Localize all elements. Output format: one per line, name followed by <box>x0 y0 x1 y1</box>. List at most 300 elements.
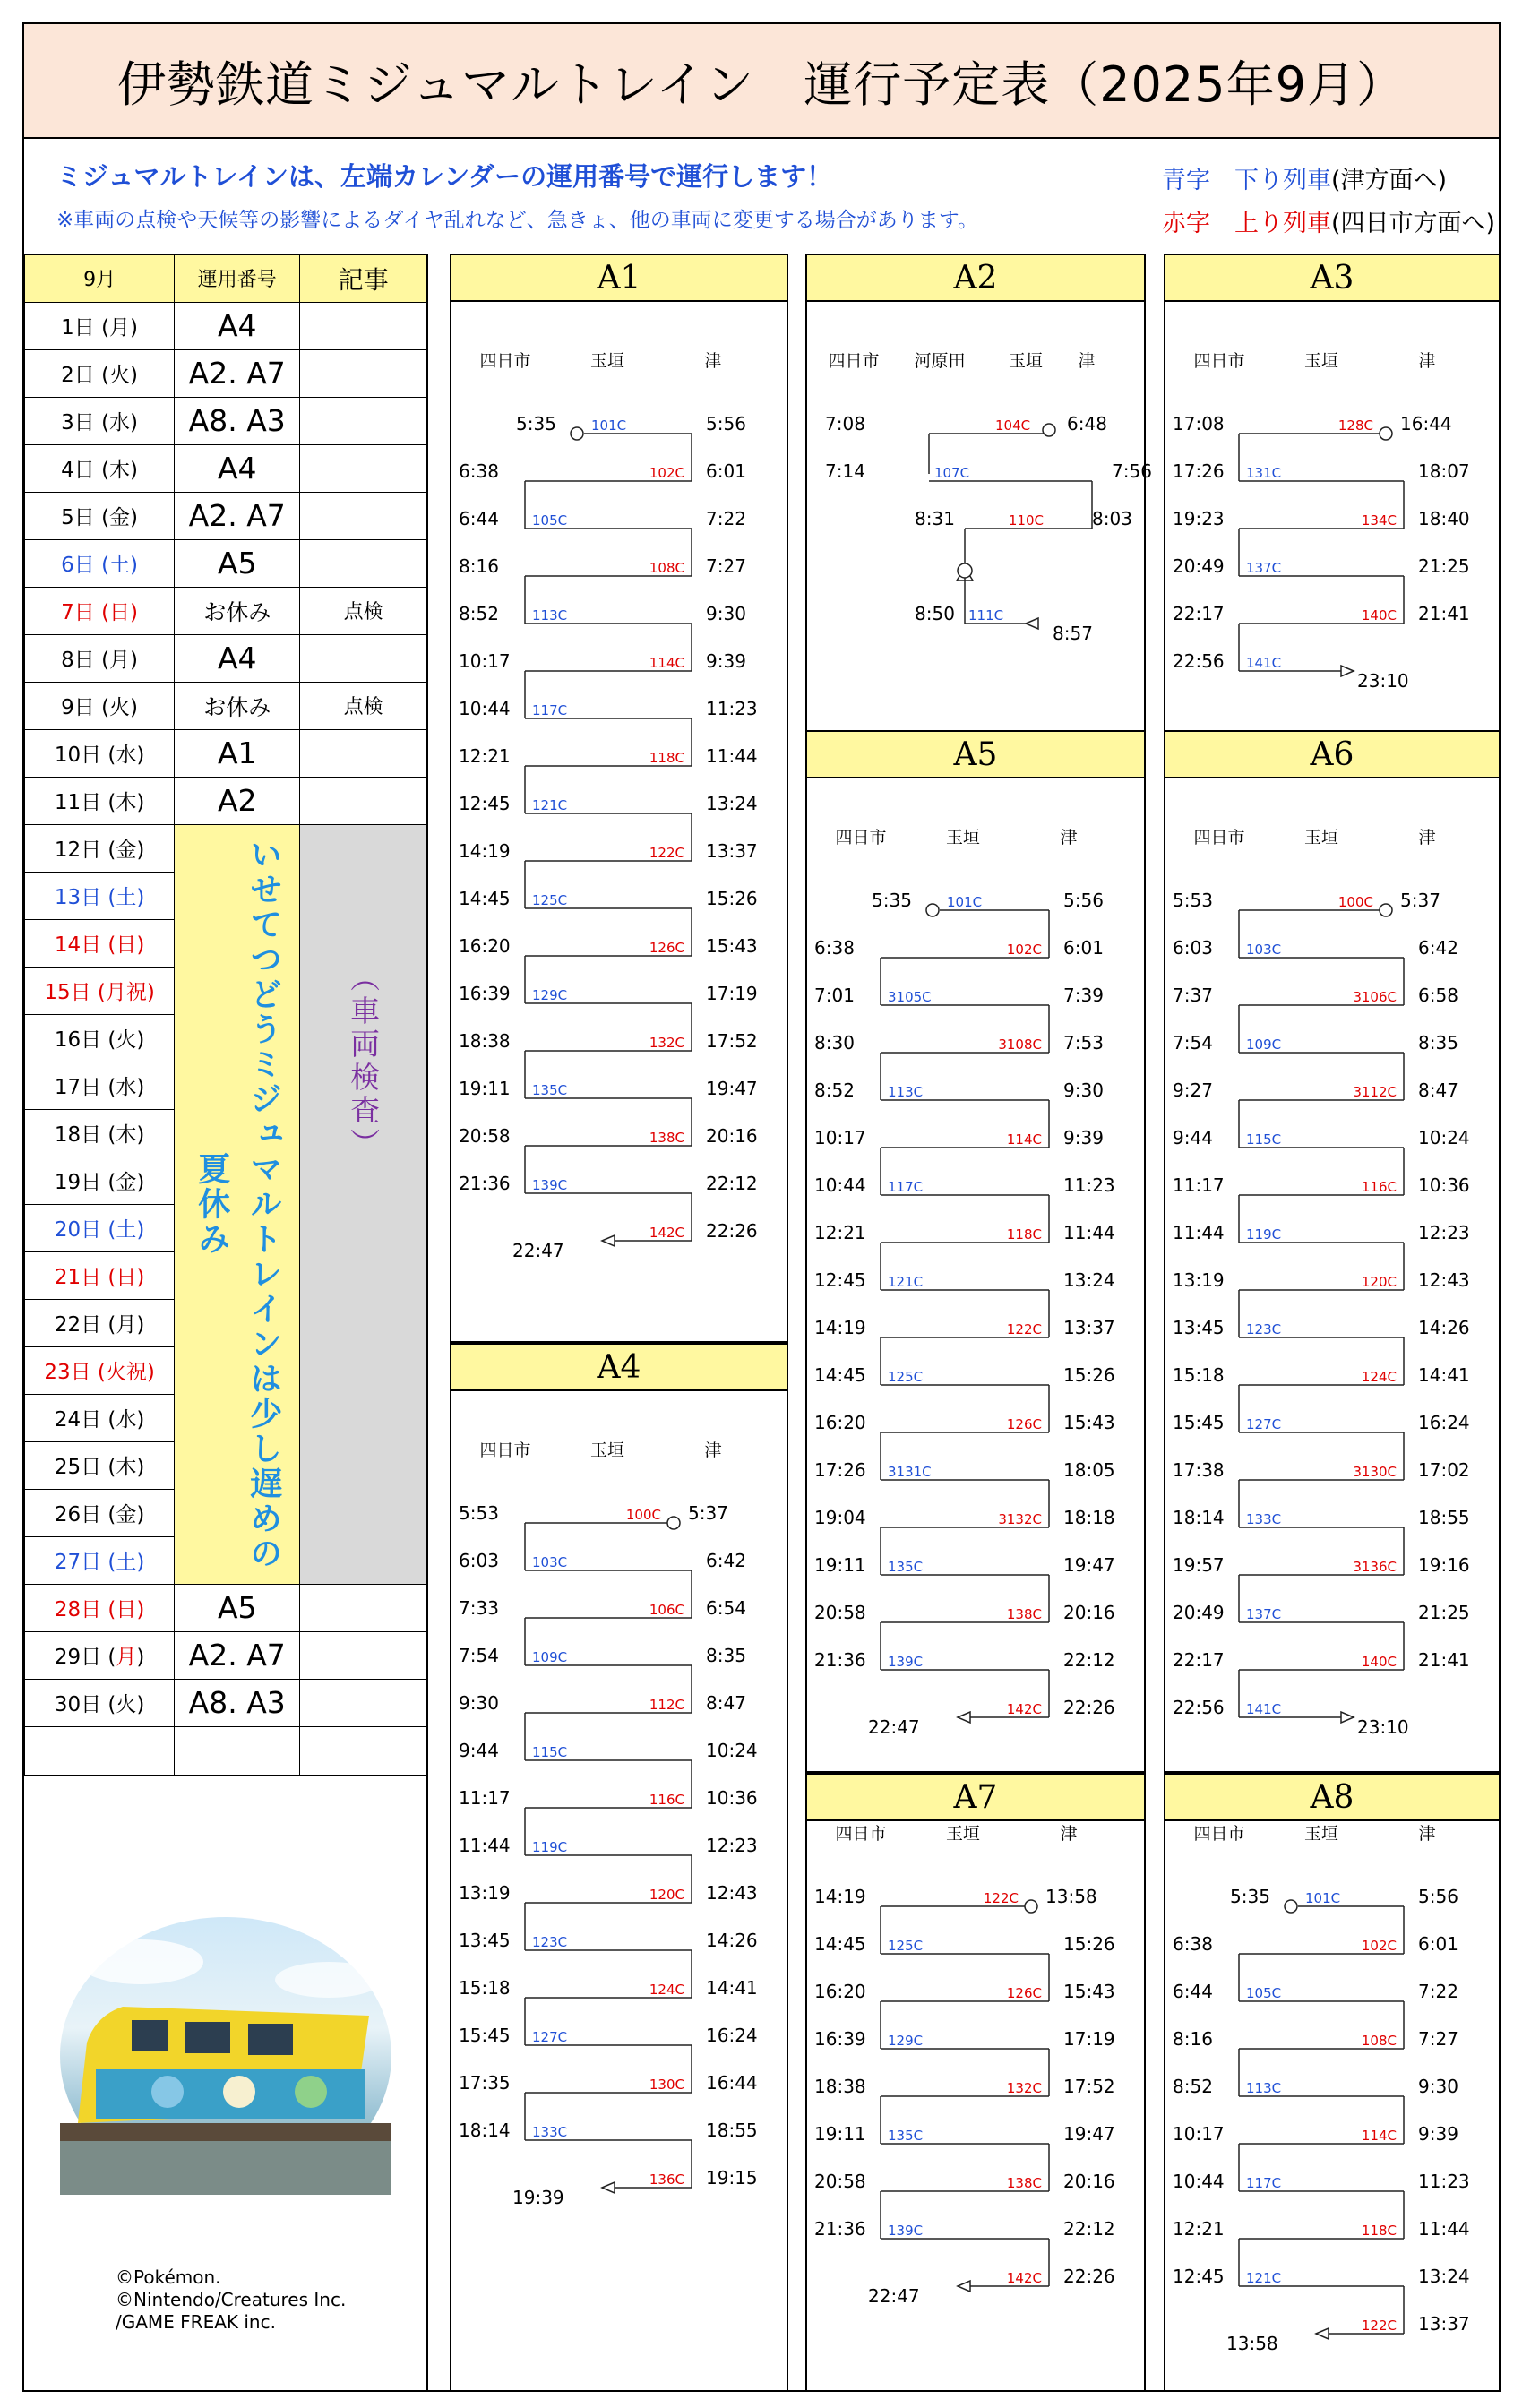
trip-time-right: 15:43 <box>706 935 758 957</box>
calendar-row <box>25 1679 428 1726</box>
calendar-date: 7日 (日) <box>25 587 175 634</box>
trip-time-left: 14:45 <box>814 1933 866 1955</box>
trip-time-left: 21:36 <box>814 2218 866 2240</box>
station-label: 四日市 <box>835 828 887 847</box>
train-number: 114C <box>1361 2128 1397 2144</box>
train-number: 121C <box>888 1274 924 1290</box>
train-number: 139C <box>888 2223 924 2239</box>
diagram-title: A5 <box>807 730 1144 778</box>
diagram-title: A7 <box>807 1773 1144 1821</box>
calendar-note <box>300 777 427 824</box>
trip-time-left: 17:26 <box>814 1459 866 1481</box>
train-number: 105C <box>532 512 568 529</box>
trip-time-right: 10:24 <box>1418 1127 1470 1148</box>
calendar-row <box>25 729 428 777</box>
calendar-row <box>25 1584 428 1631</box>
trip-time-left: 17:38 <box>1173 1459 1225 1481</box>
trip-time-left: 18:38 <box>459 1030 511 1052</box>
trip-time-left: 7:01 <box>814 985 855 1006</box>
trip-time-right: 14:41 <box>706 1977 758 1999</box>
trip-time-right: 13:24 <box>706 793 758 814</box>
calendar-row <box>25 634 428 682</box>
trip-time-right: 22:26 <box>1063 2266 1115 2287</box>
calendar-note: 点検 <box>300 587 427 634</box>
trip-time-right: 9:30 <box>1418 2076 1458 2097</box>
train-number: 3112C <box>1353 1084 1397 1100</box>
train-number: 126C <box>649 940 684 956</box>
train-number: 3108C <box>998 1036 1042 1053</box>
trip-time-left: 9:44 <box>459 1740 499 1761</box>
train-number: 124C <box>649 1982 684 1998</box>
train-number: 100C <box>625 1507 661 1523</box>
calendar-row <box>25 1631 428 1679</box>
trip-time-right: 15:43 <box>1063 1981 1115 2002</box>
calendar-code: A1 <box>175 729 300 777</box>
trip-time-right: 7:27 <box>706 555 746 577</box>
trip-time-left: 15:18 <box>459 1977 511 1999</box>
calendar-date: 27日 (土) <box>25 1536 175 1584</box>
train-number: 126C <box>1006 1985 1042 2001</box>
trip-time-right: 7:53 <box>1063 1032 1104 1054</box>
trip-time-right: 17:19 <box>1063 2028 1115 2050</box>
train-number: 101C <box>947 894 983 910</box>
trip-time-right: 8:47 <box>706 1692 746 1714</box>
trip-time-right: 16:24 <box>1418 1412 1470 1433</box>
calendar-row <box>25 492 428 539</box>
trip-time-left: 19:11 <box>459 1078 511 1099</box>
trip-time-right: 13:24 <box>1063 1269 1115 1291</box>
trip-time-left: 13:45 <box>459 1930 511 1951</box>
trip-time-left: 10:17 <box>1173 2123 1225 2145</box>
trip-time-right: 5:56 <box>706 413 746 434</box>
train-number: 3131C <box>888 1464 932 1480</box>
diagram-panel-a7 <box>805 1773 1146 2392</box>
trip-time-left: 12:45 <box>814 1269 866 1291</box>
trip-time-right: 11:23 <box>1063 1174 1115 1196</box>
calendar-date: 25日 (木) <box>25 1441 175 1489</box>
trip-time-right: 7:22 <box>706 508 746 529</box>
train-number: 127C <box>1246 1416 1282 1432</box>
train-number: 107C <box>934 465 970 481</box>
train-number: 123C <box>532 1934 568 1950</box>
station-label: 津 <box>704 351 722 371</box>
train-number: 139C <box>532 1177 568 1193</box>
trip-time-right: 15:26 <box>706 888 758 909</box>
diagram-panel-a1 <box>450 254 788 1343</box>
train-number: 122C <box>1006 1321 1042 1337</box>
trip-time-left: 22:47 <box>868 2285 920 2307</box>
train-number: 130C <box>649 2077 684 2093</box>
calendar-date: 17日 (水) <box>25 1062 175 1109</box>
station-label: 玉垣 <box>945 1824 981 1844</box>
trip-time-left: 12:45 <box>459 793 511 814</box>
trip-time-right: 5:37 <box>688 1502 728 1524</box>
calendar-date: 24日 (水) <box>25 1394 175 1441</box>
notice-sub: ※車両の点検や天候等の影響によるダイヤ乱れなど、急きょ、他の車両に変更する場合があります。 <box>56 209 978 232</box>
calendar-row <box>25 587 428 634</box>
calendar-date: 14日 (日) <box>25 919 175 967</box>
train-number: 138C <box>1006 2175 1042 2191</box>
train-number: 123C <box>1246 1321 1282 1337</box>
trip-time-right: 23:10 <box>1357 670 1409 692</box>
calendar-header-month: 9月 <box>25 254 175 302</box>
trip-time-right: 14:26 <box>1418 1317 1470 1338</box>
calendar-row <box>25 397 428 444</box>
trip-time-left: 19:23 <box>1173 508 1225 529</box>
trip-time-right: 17:52 <box>1063 2076 1115 2097</box>
diagram-chart <box>451 302 787 1339</box>
calendar-date: 5日 (金) <box>25 492 175 539</box>
trip-time-right: 21:25 <box>1418 1602 1470 1623</box>
calendar-date: 3日 (水) <box>25 397 175 444</box>
station-label: 玉垣 <box>1303 1824 1339 1844</box>
trip-time-left: 13:19 <box>459 1882 511 1904</box>
trip-time-left: 19:57 <box>1173 1554 1225 1576</box>
train-number: 115C <box>532 1744 568 1760</box>
diagram-panel-a3 <box>1164 254 1501 755</box>
trip-time-right: 6:58 <box>1418 985 1458 1006</box>
train-number: 142C <box>1006 2270 1042 2286</box>
diagram-chart <box>807 1821 1144 2388</box>
schedule-frame <box>22 22 1501 2392</box>
train-number: 142C <box>649 1225 684 1241</box>
station-label: 玉垣 <box>1008 351 1044 371</box>
diagram-title: A8 <box>1165 1773 1499 1821</box>
trip-time-right: 6:42 <box>706 1550 746 1571</box>
trip-time-left: 15:18 <box>1173 1364 1225 1386</box>
calendar-note <box>300 729 427 777</box>
trip-time-right: 10:24 <box>706 1740 758 1761</box>
train-number: 138C <box>649 1130 684 1146</box>
calendar-code: お休み <box>175 587 300 634</box>
calendar-date: 19日 (金) <box>25 1157 175 1204</box>
train-number: 125C <box>532 892 568 908</box>
train-number: 100C <box>1337 894 1373 910</box>
train-number: 101C <box>591 417 627 434</box>
train-number: 121C <box>532 797 568 813</box>
calendar-date: 30日 (火) <box>25 1679 175 1726</box>
trip-time-left: 9:30 <box>459 1692 499 1714</box>
train-number: 103C <box>532 1554 568 1570</box>
trip-time-right: 11:44 <box>706 745 758 767</box>
calendar-date: 20日 (土) <box>25 1204 175 1251</box>
train-number: 109C <box>1246 1036 1282 1053</box>
trip-time-left: 22:47 <box>868 1716 920 1738</box>
trip-time-right: 8:35 <box>706 1645 746 1666</box>
train-number: 129C <box>888 2033 924 2049</box>
train-number: 117C <box>888 1179 924 1195</box>
calendar-date: 21日 (日) <box>25 1251 175 1299</box>
calendar-code: A2. A7 <box>175 349 300 397</box>
trip-time-left: 10:44 <box>814 1174 866 1196</box>
diagram-panel-a6 <box>1164 730 1501 1773</box>
trip-time-left: 11:44 <box>459 1835 511 1856</box>
train-number: 122C <box>1361 2318 1397 2334</box>
calendar-date: 10日 (水) <box>25 729 175 777</box>
legend-blue-dest: (津方面へ) <box>1331 167 1448 194</box>
station-label: 四日市 <box>1193 828 1245 847</box>
copyright-line: ©Nintendo/Creatures Inc. <box>116 2289 347 2310</box>
trip-time-right: 18:18 <box>1063 1507 1115 1528</box>
calendar-date: 16日 (火) <box>25 1014 175 1062</box>
station-label: 玉垣 <box>1303 828 1339 847</box>
legend-red-dest: (四日市方面へ) <box>1331 210 1496 237</box>
diagram-title: A2 <box>807 254 1144 302</box>
train-number: 110C <box>1008 512 1044 529</box>
legend-blue-label: 青字 <box>1162 167 1210 194</box>
train-number: 132C <box>649 1035 684 1051</box>
calendar-note <box>300 444 427 492</box>
trip-time-right: 7:39 <box>1063 985 1104 1006</box>
trip-time-left: 10:17 <box>459 650 511 672</box>
trip-time-right: 5:56 <box>1063 890 1104 911</box>
trip-time-left: 16:39 <box>814 2028 866 2050</box>
trip-time-left: 5:53 <box>459 1502 499 1524</box>
train-number: 105C <box>1246 1985 1282 2001</box>
calendar-date: 13日 (土) <box>25 872 175 919</box>
copyright <box>116 2266 346 2334</box>
train-number: 120C <box>649 1887 684 1903</box>
trip-time-right: 16:24 <box>706 2025 758 2046</box>
calendar-date: 26日 (金) <box>25 1489 175 1536</box>
trip-time-right: 13:37 <box>1418 2313 1470 2335</box>
trip-time-right: 9:39 <box>706 650 746 672</box>
station-label: 津 <box>1418 1824 1436 1844</box>
trip-time-left: 16:20 <box>814 1981 866 2002</box>
inspection-cell <box>300 824 427 1299</box>
calendar-date: 22日 (月) <box>25 1299 175 1346</box>
trip-time-left: 11:17 <box>459 1787 511 1809</box>
trip-time-right: 13:58 <box>1045 1886 1097 1907</box>
trip-time: 7:14 <box>825 460 865 482</box>
trip-time-left: 11:44 <box>1173 1222 1225 1243</box>
trip-time-right: 19:16 <box>1418 1554 1470 1576</box>
diagram-chart <box>451 1391 787 2388</box>
trip-time-right: 9:30 <box>706 603 746 624</box>
calendar-note <box>300 349 427 397</box>
train-number: 3106C <box>1353 989 1397 1005</box>
calendar-header-code: 運用番号 <box>175 254 300 302</box>
trip-time-right: 17:19 <box>706 983 758 1004</box>
trip-time-right: 9:30 <box>1063 1079 1104 1101</box>
calendar-date: 23日 (火祝) <box>25 1346 175 1394</box>
trip-time-right: 15:43 <box>1063 1412 1115 1433</box>
train-number: 141C <box>1246 655 1282 671</box>
trip-time-right: 13:37 <box>1063 1317 1115 1338</box>
trip-time-right: 11:44 <box>1063 1222 1115 1243</box>
train-photo <box>60 1917 391 2195</box>
station-label: 玉垣 <box>945 828 981 847</box>
train-number: 126C <box>1006 1416 1042 1432</box>
trip-time-left: 7:37 <box>1173 985 1213 1006</box>
train-number: 113C <box>1246 2080 1282 2096</box>
train-number: 116C <box>1361 1179 1397 1195</box>
trip-time-left: 17:26 <box>1173 460 1225 482</box>
diagram-title: A1 <box>451 254 787 302</box>
trip-time-right: 17:52 <box>706 1030 758 1052</box>
train-number: 103C <box>1246 942 1282 958</box>
trip-time-right: 6:01 <box>1063 937 1104 959</box>
trip-time-right: 22:12 <box>1063 2218 1115 2240</box>
legend-up <box>1162 203 1495 238</box>
train-number: 117C <box>1246 2175 1282 2191</box>
train-number: 133C <box>532 2124 568 2140</box>
train-number: 102C <box>1361 1938 1397 1954</box>
calendar-code: A2. A7 <box>175 1631 300 1679</box>
trip-time-left: 6:03 <box>1173 937 1213 959</box>
trip-time-left: 19:11 <box>814 1554 866 1576</box>
calendar-row <box>25 824 428 872</box>
legend-down <box>1162 160 1447 195</box>
trip-time-left: 12:21 <box>1173 2218 1225 2240</box>
train-number: 118C <box>1361 2223 1397 2239</box>
train-number: 139C <box>888 1654 924 1670</box>
trip-time-left: 16:39 <box>459 983 511 1004</box>
calendar-code: A8. A3 <box>175 397 300 444</box>
train-number: 131C <box>1246 465 1282 481</box>
diagram-panel-a4 <box>450 1343 788 2392</box>
calendar-date: 2日 (火) <box>25 349 175 397</box>
train-number: 142C <box>1006 1701 1042 1717</box>
train-number: 129C <box>532 987 568 1003</box>
trip-time-left: 5:35 <box>1230 1886 1270 1907</box>
train-number: 108C <box>1361 2033 1397 2049</box>
trip-time-left: 6:38 <box>459 460 499 482</box>
trip-time-right: 9:39 <box>1063 1127 1104 1148</box>
train-number: 117C <box>532 702 568 718</box>
trip-time-left: 14:45 <box>459 888 511 909</box>
trip-time-left: 17:08 <box>1173 413 1225 434</box>
station-label: 玉垣 <box>1303 351 1339 371</box>
train-number: 140C <box>1361 607 1397 624</box>
train-number: 102C <box>1006 942 1042 958</box>
trip-time-left: 14:19 <box>814 1886 866 1907</box>
train-number: 119C <box>1246 1226 1282 1243</box>
trip-time-left: 16:20 <box>814 1412 866 1433</box>
trip-time-left: 19:11 <box>814 2123 866 2145</box>
trip-time-right: 11:44 <box>1418 2218 1470 2240</box>
trip-time-right: 18:40 <box>1418 508 1470 529</box>
calendar-date: 18日 (木) <box>25 1109 175 1157</box>
station-label: 津 <box>1078 351 1096 371</box>
calendar-note <box>300 539 427 587</box>
calendar-date: 4日 (木) <box>25 444 175 492</box>
train-number: 112C <box>649 1697 684 1713</box>
train-number: 3130C <box>1353 1464 1397 1480</box>
trip-time-left: 13:58 <box>1226 2333 1278 2354</box>
trip-time-left: 5:35 <box>872 890 912 911</box>
calendar-date: 6日 (土) <box>25 539 175 587</box>
trip-time-left: 6:03 <box>459 1550 499 1571</box>
trip-time-left: 21:36 <box>814 1649 866 1671</box>
trip-time-left: 15:45 <box>1173 1412 1225 1433</box>
train-number: 125C <box>888 1938 924 1954</box>
train-number: 136C <box>649 2172 684 2188</box>
trip-time-right: 6:01 <box>706 460 746 482</box>
train-number: 140C <box>1361 1654 1397 1670</box>
train-number: 122C <box>649 845 684 861</box>
calendar-row <box>25 682 428 729</box>
train-number: 135C <box>532 1082 568 1098</box>
calendar-date: 8日 (月) <box>25 634 175 682</box>
trip-time-right: 22:12 <box>1063 1649 1115 1671</box>
station-label: 津 <box>1060 828 1078 847</box>
station-label: 河原田 <box>914 351 966 371</box>
station-label: 津 <box>1418 828 1436 847</box>
trip-time-left: 20:58 <box>459 1125 511 1147</box>
trip-time-left: 22:17 <box>1173 1649 1225 1671</box>
calendar-code: A5 <box>175 539 300 587</box>
trip-time-left: 5:35 <box>516 413 556 434</box>
trip-time-left: 22:47 <box>512 1240 564 1261</box>
train-number: 118C <box>1006 1226 1042 1243</box>
trip-time-left: 7:54 <box>1173 1032 1213 1054</box>
train-number: 128C <box>1337 417 1373 434</box>
calendar-code: A8. A3 <box>175 1679 300 1726</box>
diagram-panel-a2 <box>805 254 1152 755</box>
trip-time-left: 12:21 <box>459 745 511 767</box>
calendar-note: 点検 <box>300 682 427 729</box>
trip-time-right: 16:44 <box>706 2072 758 2094</box>
trip-time-left: 17:35 <box>459 2072 511 2094</box>
station-label: 四日市 <box>479 1440 531 1460</box>
train-number: 122C <box>983 1890 1019 1906</box>
trip-time-left: 11:17 <box>1173 1174 1225 1196</box>
trip-time-right: 22:26 <box>706 1220 758 1242</box>
photo-area <box>24 1765 428 2392</box>
trip-time-right: 22:12 <box>706 1173 758 1194</box>
calendar-date: 1日 (月) <box>25 302 175 349</box>
trip-time-left: 21:36 <box>459 1173 511 1194</box>
trip-time-left: 8:16 <box>459 555 499 577</box>
train-number: 127C <box>532 2029 568 2045</box>
train-number: 113C <box>888 1084 924 1100</box>
trip-time-right: 12:23 <box>1418 1222 1470 1243</box>
trip-time-right: 8:47 <box>1418 1079 1458 1101</box>
train-number: 3105C <box>888 989 932 1005</box>
station-label: 玉垣 <box>589 351 625 371</box>
trip-time: 8:03 <box>1092 508 1132 529</box>
trip-time-right: 15:26 <box>1063 1933 1115 1955</box>
train-number: 125C <box>888 1369 924 1385</box>
trip-time-left: 6:38 <box>814 937 855 959</box>
calendar-code: A4 <box>175 634 300 682</box>
copyright-line: /GAME FREAK inc. <box>116 2311 276 2333</box>
trip-time-right: 6:42 <box>1418 937 1458 959</box>
trip-time: 7:08 <box>825 413 865 434</box>
trip-time-right: 6:01 <box>1418 1933 1458 1955</box>
trip-time-left: 6:44 <box>1173 1981 1213 2002</box>
trip-time-right: 18:55 <box>706 2120 758 2141</box>
trip-time-left: 10:17 <box>814 1127 866 1148</box>
trip-time-left: 20:49 <box>1173 555 1225 577</box>
calendar-date: 15日 (月祝) <box>25 967 175 1014</box>
trip-time-right: 19:47 <box>706 1078 758 1099</box>
trip-time-left: 8:52 <box>1173 2076 1213 2097</box>
trip-time-left: 13:45 <box>1173 1317 1225 1338</box>
trip-time-right: 11:23 <box>1418 2171 1470 2192</box>
train-number: 106C <box>649 1602 684 1618</box>
trip-time-right: 17:02 <box>1418 1459 1470 1481</box>
trip-time-left: 20:58 <box>814 1602 866 1623</box>
diagram-title: A3 <box>1165 254 1499 302</box>
trip-time-right: 18:05 <box>1063 1459 1115 1481</box>
trip-time-left: 12:45 <box>1173 2266 1225 2287</box>
trip-time-left: 6:44 <box>459 508 499 529</box>
trip-time-right: 15:26 <box>1063 1364 1115 1386</box>
trip-time-right: 8:35 <box>1418 1032 1458 1054</box>
trip-time-right: 7:27 <box>1418 2028 1458 2050</box>
